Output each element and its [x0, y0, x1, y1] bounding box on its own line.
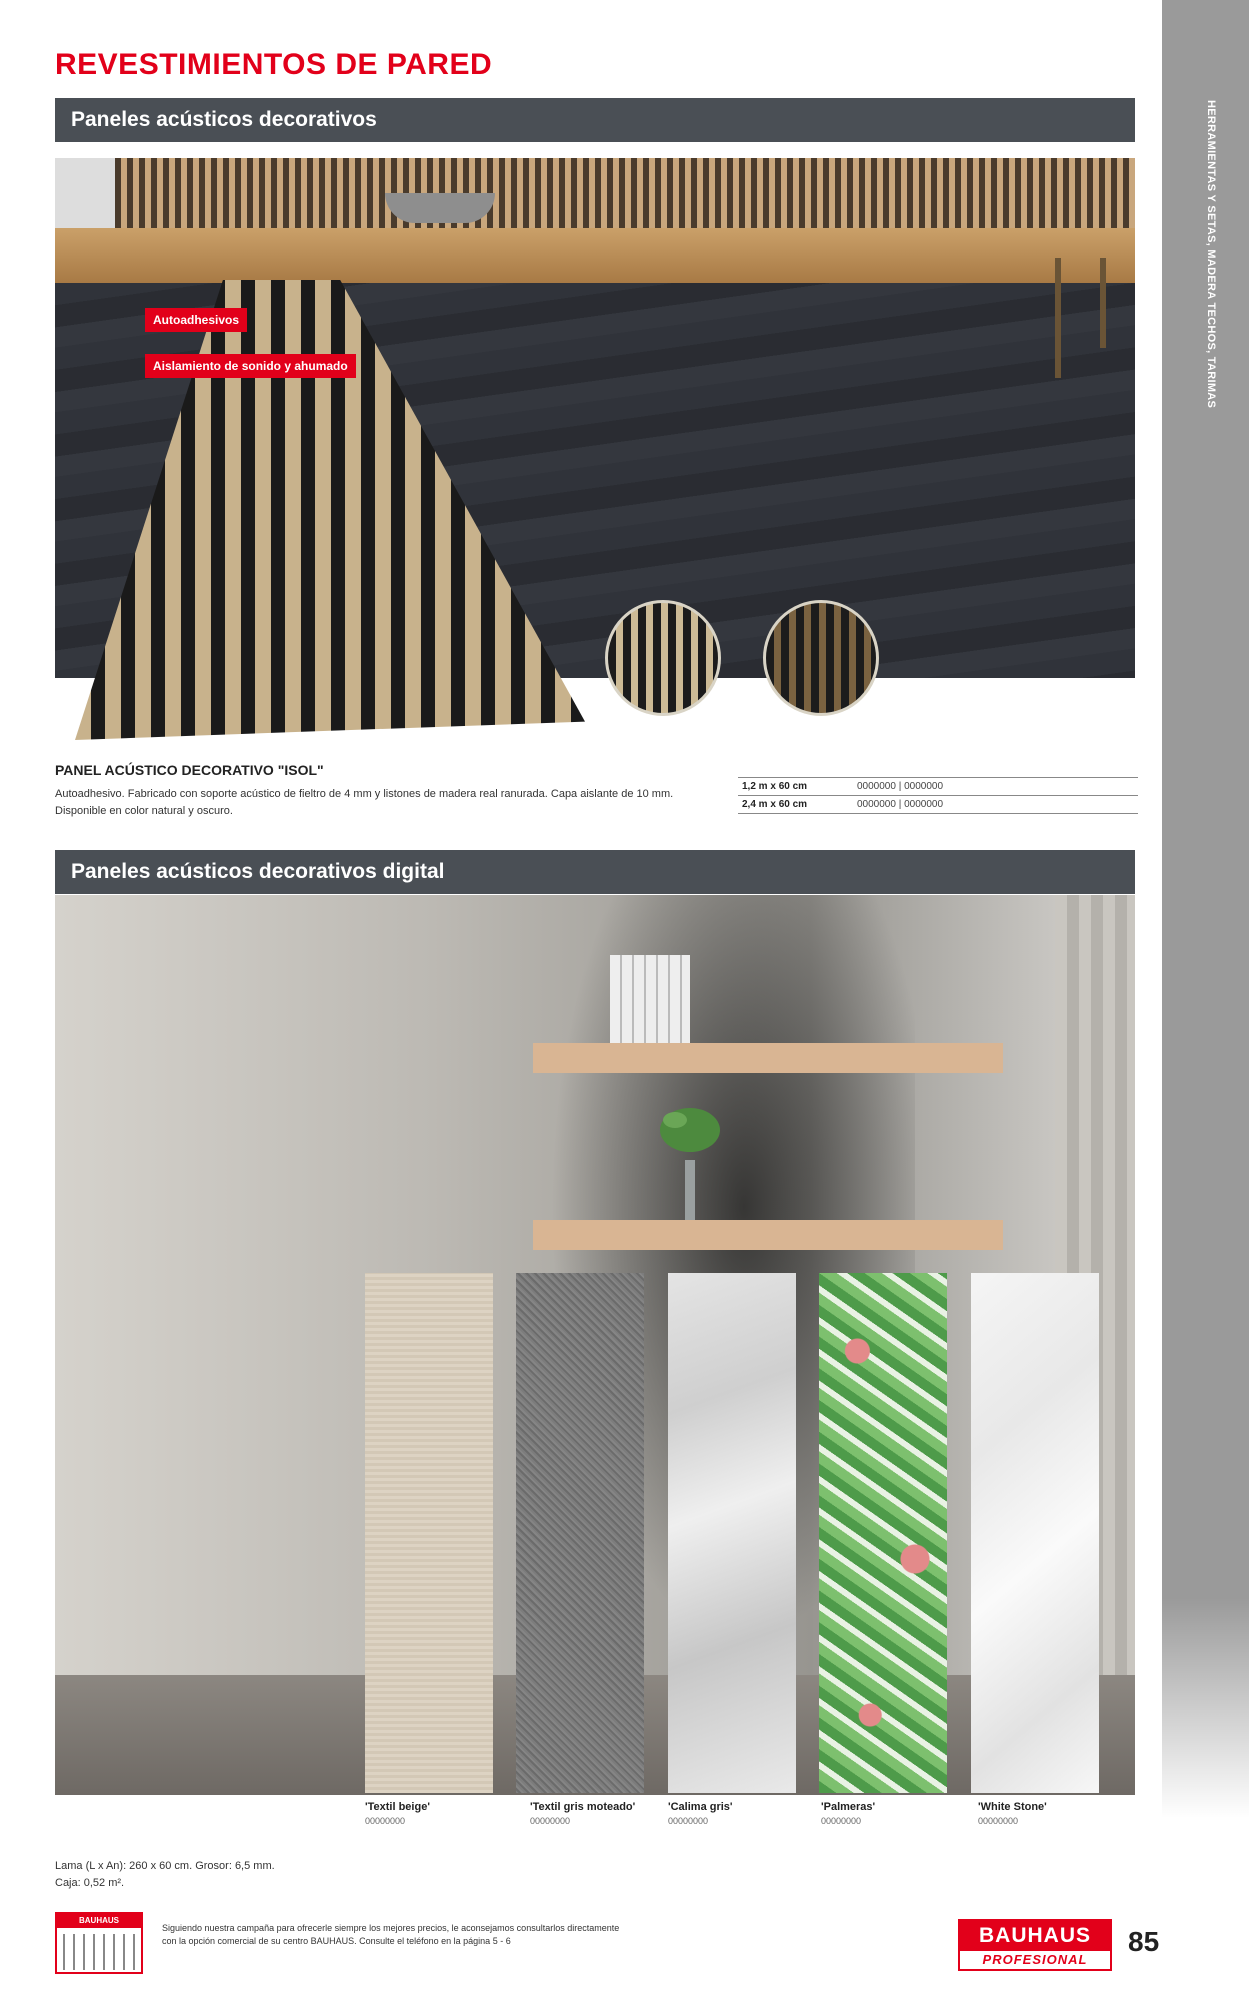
- swatch-label: [530, 1800, 670, 1829]
- slatted-wall: [55, 158, 1135, 238]
- decor-bowl: [385, 193, 495, 223]
- product-description: Autoadhesivo. Fabricado con soporte acústico de fieltro de 4 mm y listones de madera real ranurada. Capa aislante de 10 mm. Disponible en color natural y oscuro.: [55, 788, 674, 817]
- feature-badge-adhesive: Autoadhesivos: [145, 308, 247, 332]
- footer-note: Siguiendo nuestra campaña para ofrecerle siempre los mejores precios, le aconsejamos consultarlos directamente con la opción comercial de su centro BAUHAUS. Consulte el teléfono en la página 5 - 6: [162, 1923, 620, 1946]
- sidebar-category-text: HERRAMIENTAS Y SETAS, MADERA TECHOS, TARIMAS: [1205, 100, 1217, 409]
- spec-row: [738, 796, 1138, 814]
- spec-size: 1,2 m x 60 cm: [742, 781, 808, 792]
- price-chart-icon: [63, 1934, 135, 1970]
- panel-swatch-calima-gris[interactable]: [668, 1273, 796, 1793]
- chair-leg: [1055, 258, 1061, 378]
- spec-ref: 0000000 | 0000000: [857, 781, 944, 792]
- logo-label: BAUHAUS: [57, 1914, 141, 1928]
- swatch-label: [365, 1800, 505, 1829]
- spec-row: [738, 778, 1138, 796]
- section-bar-acoustic-panels: Paneles acústicos decorativos: [55, 98, 1135, 142]
- brand-name: BAUHAUS: [958, 1919, 1112, 1949]
- swatch-ref: 00000000: [978, 1816, 1019, 1826]
- panel-swatch-palmeras[interactable]: [819, 1273, 947, 1793]
- panel-swatch-textil-gris[interactable]: [516, 1273, 644, 1793]
- swatch-ref: 00000000: [821, 1816, 862, 1826]
- spec-size: 2,4 m x 60 cm: [742, 799, 808, 810]
- feature-badge-sound: Aislamiento de sonido y ahumado: [145, 354, 356, 378]
- swatch-name: 'Calima gris': [668, 1801, 733, 1813]
- swatch-ref: 00000000: [365, 1816, 406, 1826]
- spec-table: [738, 777, 1138, 814]
- swatch-ref: 00000000: [668, 1816, 709, 1826]
- wooden-shelf: [533, 1220, 1003, 1250]
- page-number: 85: [1128, 1926, 1160, 1957]
- swatch-label: [668, 1800, 808, 1829]
- panel-swatch-textil-beige[interactable]: [365, 1273, 493, 1793]
- books: [610, 955, 690, 1043]
- swatch-name: 'Textil gris moteado': [530, 1801, 636, 1813]
- swatch-label: [978, 1800, 1118, 1829]
- books: [55, 158, 115, 238]
- brand-sub: PROFESIONAL: [958, 1949, 1112, 1971]
- price-policy-logo: [55, 1912, 143, 1974]
- plant-icon: [655, 1090, 725, 1220]
- wooden-shelf: [533, 1043, 1003, 1073]
- brand-logo: [958, 1919, 1112, 1971]
- panel-dimensions: [55, 1858, 275, 1892]
- section-bar-digital-panels: Paneles acústicos decorativos digital: [55, 850, 1135, 894]
- box-text: Caja: 0,52 m².: [55, 1877, 125, 1889]
- spec-ref: 0000000 | 0000000: [857, 799, 944, 810]
- color-swatch-dark[interactable]: [763, 600, 879, 716]
- chair-leg: [1100, 258, 1106, 348]
- swatch-label: [821, 1800, 961, 1829]
- swatch-ref: 00000000: [530, 1816, 571, 1826]
- swatch-name: 'White Stone': [978, 1801, 1047, 1813]
- wooden-shelf: [55, 228, 1135, 283]
- product-name: PANEL ACÚSTICO DECORATIVO "ISOL": [55, 762, 324, 778]
- dimensions-text: Lama (L x An): 260 x 60 cm. Grosor: 6,5 mm.: [55, 1860, 275, 1872]
- swatch-name: 'Palmeras': [821, 1801, 876, 1813]
- page-title: REVESTIMIENTOS DE PARED: [55, 48, 493, 81]
- swatch-name: 'Textil beige': [365, 1801, 430, 1813]
- panel-swatch-white-stone[interactable]: [971, 1273, 1099, 1793]
- color-swatch-natural[interactable]: [605, 600, 721, 716]
